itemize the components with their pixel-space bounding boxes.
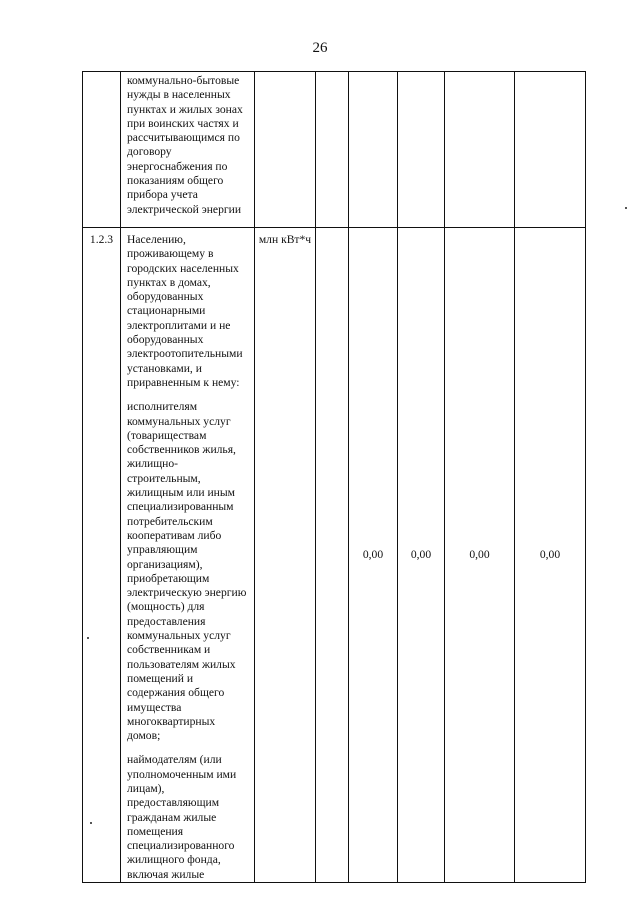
description-paragraph: наймодателям (или уполномоченным ими лицам), предоставляющим гражданам жилые помещения специализированного жилищного фонда, включая жилые [127, 753, 237, 881]
scan-speck [87, 637, 89, 639]
scan-speck [90, 822, 92, 824]
row-number-cell [83, 72, 121, 228]
description-cell [121, 228, 255, 883]
value-cell [316, 72, 349, 228]
table-row [83, 72, 586, 228]
value-cell [349, 72, 398, 228]
value-cell [316, 228, 349, 883]
scan-speck [625, 207, 627, 209]
page-number: 26 [312, 40, 328, 56]
value-cell: 0,00 [398, 228, 445, 883]
row-number-cell: 1.2.3 [83, 228, 121, 883]
description-paragraph: Населению, проживающему в городских населенных пунктах в домах, оборудованных стационарными электроплитами и не оборудованных электроотопительными установками, и приравненным к нему: [127, 233, 243, 389]
value-cell: 0,00 [515, 228, 586, 883]
value-cell: 0,00 [445, 228, 515, 883]
unit-cell [255, 72, 316, 228]
value-cell [445, 72, 515, 228]
description-cell [121, 72, 255, 228]
description-paragraph: исполнителям коммунальных услуг (товариществам собственников жилья, жилищно-строительным, жилищным или иным специализированным потребительским кооперативам либо управляющим организациям), приобретающим электрическую энергию (мощность) для предоставления коммунальных услуг собственникам и пользователям жилых помещений и содержания общего имущества многоквартирных домов; [127, 400, 247, 743]
tariff-table [82, 71, 586, 883]
value-cell [515, 72, 586, 228]
unit-cell: млн кВт*ч [255, 228, 316, 883]
value-cell [398, 72, 445, 228]
table-row [83, 228, 586, 883]
description-paragraph: коммунально-бытовые нужды в населенных пунктах и жилых зонах при воинских частях и рассчитывающимся по договору энергоснабжения по показаниям общего прибора учета электрической энергии [127, 74, 243, 216]
value-cell: 0,00 [349, 228, 398, 883]
